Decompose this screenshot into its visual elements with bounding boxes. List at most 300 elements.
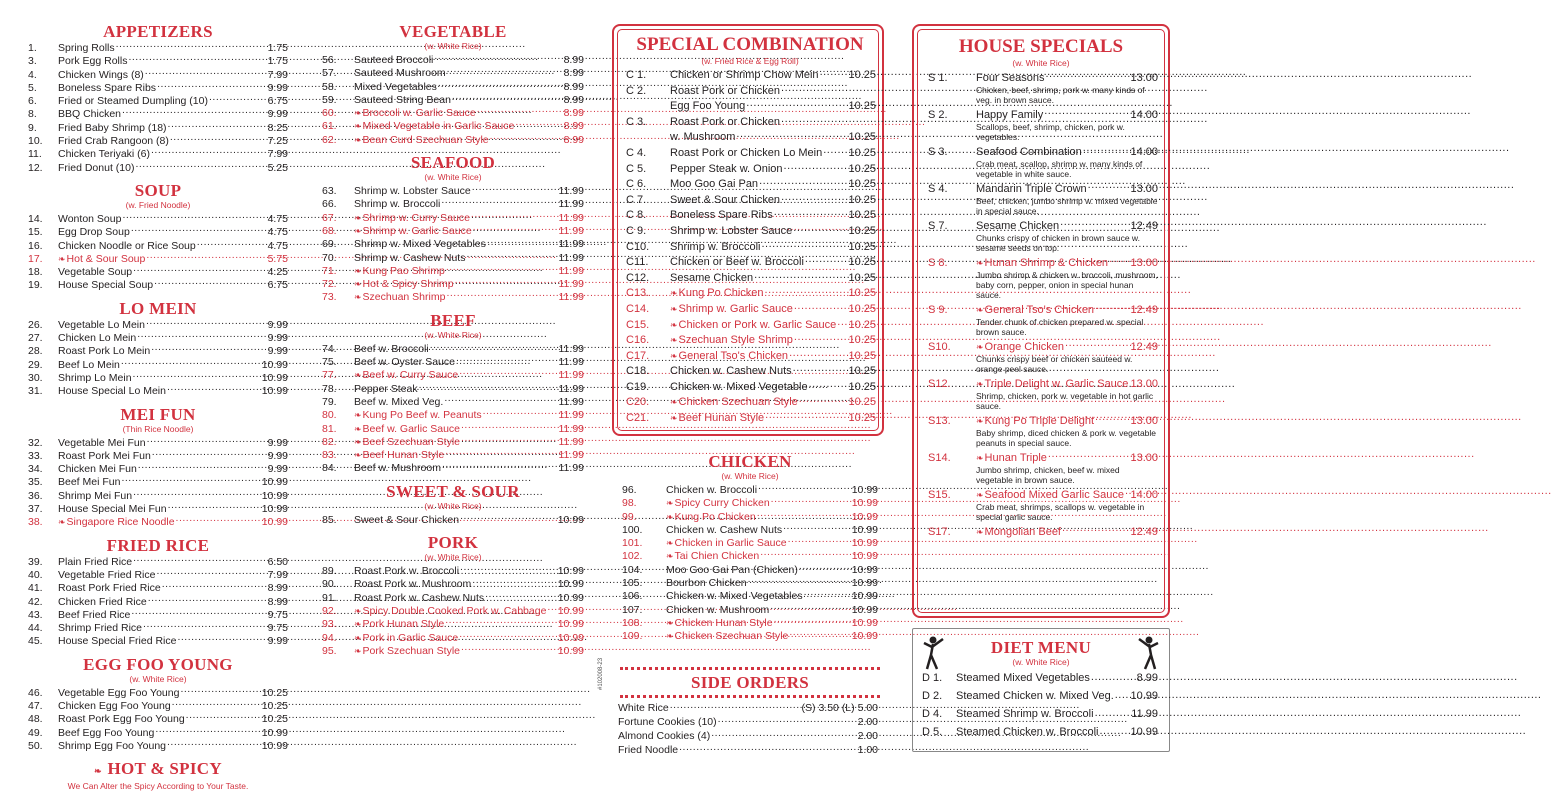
item-name [666, 524, 782, 536]
item-price: 10.25 [262, 700, 288, 712]
item-price: 9.75 [268, 609, 288, 621]
pepper-icon: ❧ [670, 413, 678, 423]
item-number: 57. [322, 67, 354, 79]
leader-dots [446, 290, 557, 300]
leader-dots [128, 54, 266, 64]
leader-dots [1099, 725, 1129, 735]
item-name [354, 278, 454, 290]
leader-dots [121, 358, 261, 368]
item-price: 10.25 [262, 687, 288, 699]
leader-dots [461, 644, 557, 654]
item-name-text: Happy Family [976, 109, 1043, 121]
item-list [616, 701, 884, 757]
item-name [354, 134, 489, 146]
item-list [28, 686, 288, 752]
item-list [322, 342, 584, 475]
section-subtitle: (w. White Rice) [322, 41, 584, 51]
item-price: 6.50 [268, 556, 288, 568]
leader-dots [177, 634, 266, 644]
menu-item [928, 414, 1158, 428]
leader-dots [1044, 108, 1129, 118]
item-name [354, 356, 455, 368]
item-price: 10.99 [852, 550, 878, 562]
item-description: Beef, chicken, jumbo shrimp w. mixed vegetable in special sauce. [928, 196, 1158, 216]
item-name [354, 212, 470, 224]
item-price: 11.99 [559, 383, 585, 395]
item-price: 10.25 [848, 255, 876, 271]
item-number: 107. [622, 604, 666, 616]
section-title: VEGETABLE [322, 22, 584, 41]
item-name [670, 349, 788, 365]
leader-dots [151, 147, 267, 157]
item-name [58, 490, 132, 502]
leader-dots [1048, 451, 1130, 461]
item-number: 3. [28, 55, 58, 67]
chicken-section [616, 452, 884, 643]
item-name-text: Spring Rolls [58, 42, 115, 54]
item-name [354, 449, 444, 461]
hot-spicy-title: HOT & SPICY [107, 759, 221, 778]
soup-section [28, 181, 288, 292]
item-name-text: Pepper Steak w. Onion [670, 163, 783, 175]
section-title [28, 759, 288, 781]
item-name [354, 225, 472, 237]
item-name [354, 396, 443, 408]
item-number: 50. [28, 740, 58, 752]
item-description: Jumbo shrimp & chicken w. broccoli, mushroom, baby corn, pepper, onion in special hunan sauce. [928, 270, 1158, 300]
item-price: 10.99 [558, 592, 584, 604]
item-price: 8.99 [564, 54, 584, 66]
item-number: 95. [322, 645, 354, 657]
leader-spacer [781, 84, 875, 94]
leader-dots [770, 603, 850, 613]
menu-item [928, 451, 1158, 465]
item-name-text: Moo Goo Gai Pan (Chicken) [666, 564, 798, 576]
leader-dots [472, 577, 556, 587]
item-price: 10.99 [262, 372, 288, 384]
item-price: 11.99 [559, 212, 585, 224]
leader-dots [116, 41, 267, 51]
item-price: 10.25 [848, 193, 876, 209]
item-number: C 7. [626, 193, 670, 209]
leader-spacer [781, 115, 875, 125]
item-name-text: Pork Hunan Style [363, 618, 445, 630]
item-number: S 8. [928, 257, 976, 270]
item-number: C 5. [626, 162, 670, 178]
item-name-text: Egg Drop Soup [58, 226, 130, 238]
item-name [618, 701, 669, 715]
item-name-text: General Tso's Chicken [985, 304, 1095, 316]
leader-dots [154, 278, 266, 288]
item-name-text: Steamed Chicken w. Broccoli [956, 726, 1098, 738]
item-name [58, 609, 130, 621]
item-price: 10.25 [848, 349, 876, 365]
item-name-text: Seafood Mixed Garlic Sauce [985, 489, 1124, 501]
item-name-text: Boneless Spare Ribs [670, 209, 773, 221]
leader-dots [180, 686, 260, 696]
leader-dots [771, 496, 851, 506]
leader-dots [168, 502, 261, 512]
menu-item [928, 71, 1158, 85]
item-name-text: Beef Szechuan Style [363, 436, 460, 448]
hot-spicy-note: We Can Alter the Spicy According to Your Taste. [28, 781, 288, 791]
item-price: 7.25 [268, 135, 288, 147]
item-name [354, 423, 460, 435]
leader-dots [441, 197, 557, 207]
leader-dots [168, 121, 267, 131]
item-name-text: Beef Hunan Style [679, 412, 765, 424]
section-title: SOUP [28, 181, 288, 200]
leader-dots [455, 277, 558, 287]
leader-dots [793, 364, 848, 374]
leader-dots [133, 265, 266, 275]
item-name [58, 372, 132, 384]
section-subtitle: (Thin Rice Noodle) [28, 424, 288, 434]
leader-dots [137, 331, 266, 341]
item-name-text: Chicken Teriyaki (6) [58, 148, 150, 160]
leader-dots [434, 53, 562, 63]
item-name-text: Sweet & Sour Chicken [670, 194, 780, 206]
leader-dots [167, 739, 261, 749]
leader-dots [460, 513, 557, 523]
item-name-text: Shrimp w. Lobster Sauce [354, 185, 471, 197]
item-price: 11.99 [559, 265, 585, 277]
leader-dots [461, 435, 557, 445]
item-name [58, 122, 167, 134]
item-name [976, 257, 1108, 270]
item-name [666, 604, 769, 616]
item-price: 10.25 [848, 224, 876, 240]
item-price: 10.25 [848, 240, 876, 256]
item-price: 8.99 [268, 596, 288, 608]
item-name-text: Roast Pork Fried Rice [58, 582, 161, 594]
item-name-text: Shrimp w. Mixed Vegetables [354, 238, 486, 250]
item-price: 4.25 [268, 266, 288, 278]
item-name [58, 622, 142, 634]
item-name [354, 291, 445, 303]
section-title: SWEET & SOUR [322, 482, 584, 501]
item-name-text: Beef w. Broccoli [354, 343, 429, 355]
leader-dots [209, 94, 267, 104]
item-number: 62. [322, 134, 354, 146]
item-name-text: Shrimp Mei Fun [58, 490, 132, 502]
section-title: APPETIZERS [28, 22, 288, 41]
item-price: 9.99 [268, 437, 288, 449]
item-number: S12. [928, 378, 976, 391]
item-price: 9.99 [268, 108, 288, 120]
item-name [976, 72, 1044, 85]
item-price: 10.25 [848, 68, 876, 84]
item-name-text: Roast Pork or Chicken [670, 116, 780, 128]
item-name-text: Sesame Chicken [670, 272, 753, 284]
pork-section [322, 533, 584, 657]
item-price: 6.75 [268, 95, 288, 107]
pepper-icon: ❧ [670, 397, 678, 407]
section-title: DIET MENU [912, 638, 1170, 657]
item-name-text: Pork Egg Rolls [58, 55, 127, 67]
item-price: 8.99 [564, 134, 584, 146]
pepper-icon: ❧ [670, 304, 678, 314]
item-description: Jumbo shrimp, chicken, beef w. mixed vegetable in brown sauce. [928, 465, 1158, 485]
menu-item [928, 525, 1158, 539]
item-name-text: Almond Cookies (4) [618, 730, 710, 742]
item-description: Baby shrimp, diced chicken & pork w. vegetable peanuts in special sauce. [928, 428, 1158, 448]
item-number: S 9. [928, 304, 976, 317]
item-name [666, 484, 757, 496]
pepper-icon: ❧ [354, 410, 362, 420]
item-name-text: Spicy Curry Chicken [675, 497, 770, 509]
item-name [670, 271, 753, 287]
item-number: 109. [622, 630, 666, 642]
item-name-text: Chicken w. Mixed Vegetable [670, 381, 808, 393]
leader-dots [490, 133, 563, 143]
leader-dots [1095, 707, 1131, 717]
item-name-text: Fried Baby Shrimp (18) [58, 122, 167, 134]
item-description: Chicken, beef, shrimp, pork w. many kinds of veg. in brown sauce. [928, 85, 1158, 105]
item-name [58, 687, 179, 699]
seafood-section [322, 153, 584, 304]
item-number: 101. [622, 537, 666, 549]
item-name-text: Szechuan Shrimp [363, 291, 446, 303]
item-name [976, 415, 1094, 428]
leader-dots [805, 255, 848, 265]
item-name [956, 669, 1090, 687]
item-number: 10. [28, 135, 58, 147]
item-price: 5.75 [268, 253, 288, 265]
item-price: 10.25 [848, 177, 876, 193]
item-number: C 2. [626, 84, 670, 100]
item-name [666, 577, 747, 589]
leader-dots [760, 549, 851, 559]
item-number: 32. [28, 437, 58, 449]
section-subtitle: (w. Fried Rice & Egg Roll) [616, 56, 884, 66]
item-price: 9.99 [268, 635, 288, 647]
item-name-text: Pork in Garlic Sauce [363, 632, 459, 644]
leader-dots [1125, 488, 1130, 498]
item-number: 59. [322, 94, 354, 106]
leader-dots [442, 461, 558, 471]
menu-item [922, 723, 1158, 741]
pepper-icon: ❧ [666, 551, 674, 561]
item-number: C 9. [626, 224, 670, 240]
item-name [618, 743, 678, 757]
menu-item [928, 256, 1158, 270]
leader-dots [157, 81, 267, 91]
menu-item [928, 145, 1158, 159]
item-name [354, 645, 460, 657]
menu-item [922, 669, 1158, 687]
leader-dots [145, 68, 267, 78]
item-number: 58. [322, 81, 354, 93]
item-number: 5. [28, 82, 58, 94]
item-name [58, 569, 155, 581]
item-name [354, 436, 460, 448]
item-list [912, 71, 1170, 539]
item-number: 105. [622, 577, 666, 589]
item-name-text: Sauteed Broccoli [354, 54, 433, 66]
item-description: Shrimp, chicken, pork w. vegetable in hot garlic sauce. [928, 391, 1158, 411]
item-price: 14.00 [1130, 489, 1158, 502]
vegetable-section [322, 22, 584, 146]
pepper-icon: ❧ [354, 633, 362, 643]
leader-dots [799, 395, 848, 405]
pepper-icon: ❧ [354, 292, 362, 302]
leader-dots [1091, 671, 1136, 681]
item-name-text: Shrimp Lo Mein [58, 372, 132, 384]
item-number: 43. [28, 609, 58, 621]
item-name [354, 565, 459, 577]
item-price: 8.99 [1137, 669, 1158, 687]
print-code: #102008-23 [598, 658, 604, 690]
item-name [354, 265, 445, 277]
item-price: 10.99 [852, 537, 878, 549]
item-name-text: Chicken Mei Fun [58, 463, 137, 475]
item-number: 104. [622, 564, 666, 576]
item-name [956, 705, 1094, 723]
pepper-icon: ❧ [670, 335, 678, 345]
item-number: C11. [626, 255, 670, 271]
item-number: 80. [322, 409, 354, 421]
item-price: 11.99 [559, 278, 585, 290]
item-list [28, 436, 288, 529]
leader-dots [746, 99, 847, 109]
item-name-text: House Special Lo Mein [58, 385, 166, 397]
item-name [666, 511, 756, 523]
item-name-text: Beef Lo Mein [58, 359, 120, 371]
pepper-icon: ❧ [58, 254, 66, 264]
section-title: SPECIAL COMBINATION [616, 34, 884, 56]
item-list [616, 68, 884, 427]
menu-item [928, 219, 1158, 233]
pepper-icon: ❧ [354, 108, 362, 118]
item-number: 35. [28, 476, 58, 488]
item-number: D 1. [922, 669, 956, 687]
mei-fun-section [28, 405, 288, 529]
pepper-icon: ❧ [354, 213, 362, 223]
pepper-icon: ❧ [354, 424, 362, 434]
item-name [58, 82, 156, 94]
item-name-text: Shrimp w. Cashew Nuts [354, 252, 465, 264]
section-subtitle: (w. White Rice) [616, 471, 884, 481]
item-name-text: Roast Pork Egg Foo Young [58, 713, 185, 725]
item-name-text: Boneless Spare Ribs [58, 82, 156, 94]
pepper-icon: ❧ [670, 288, 678, 298]
item-price: 9.99 [268, 319, 288, 331]
item-number: 77. [322, 369, 354, 381]
item-name [666, 550, 759, 562]
item-number: 36. [28, 490, 58, 502]
item-number: C 8. [626, 208, 670, 224]
item-number: C 1. [626, 68, 670, 84]
dotted-separator [620, 667, 880, 670]
item-name [354, 578, 471, 590]
hot-spicy-section [28, 759, 288, 791]
item-price: 11.99 [559, 225, 585, 237]
item-number: 94. [322, 632, 354, 644]
item-price: 9.99 [268, 332, 288, 344]
leader-dots [445, 617, 556, 627]
item-name [58, 385, 166, 397]
leader-dots [131, 225, 267, 235]
section-subtitle: (w. White Rice) [28, 674, 288, 684]
item-name [956, 723, 1098, 741]
leader-dots [148, 595, 267, 605]
item-name-text: Seafood Combination [976, 146, 1082, 158]
section-subtitle: (w. White Rice) [322, 501, 584, 511]
item-price: 7.99 [268, 148, 288, 160]
item-name-text: Chicken or Pork w. Garlic Sauce [679, 319, 837, 331]
beef-section [322, 311, 584, 475]
menu-item [622, 629, 878, 642]
column-1 [28, 22, 288, 798]
item-number: 4. [28, 69, 58, 81]
item-number: 34. [28, 463, 58, 475]
item-price: 10.25 [848, 271, 876, 287]
item-number: S15. [928, 489, 976, 502]
item-name-text: Kung Po Chicken [675, 511, 756, 523]
item-number: 40. [28, 569, 58, 581]
item-number: 6. [28, 95, 58, 107]
leader-dots [438, 80, 563, 90]
item-number: 30. [28, 372, 58, 384]
item-list [28, 555, 288, 648]
item-price: 11.99 [559, 252, 585, 264]
item-description: Tender chunk of chicken prepared w. special brown sauce. [928, 317, 1158, 337]
leader-dots [748, 576, 851, 586]
leader-dots [487, 237, 558, 247]
item-name [976, 341, 1064, 354]
item-description: Crab meat, shrimps, scallops w. vegetable in special garlic sauce. [928, 502, 1158, 522]
item-name [58, 69, 144, 81]
item-name [976, 489, 1124, 502]
item-number: 17. [28, 253, 58, 265]
leader-dots [483, 408, 558, 418]
item-name-text: Beef w. Oyster Sauce [354, 356, 455, 368]
item-price: 10.25 [848, 130, 876, 146]
item-price: 10.25 [848, 286, 876, 302]
item-name-text: Bourbon Chicken [666, 577, 747, 589]
item-price: 10.99 [262, 516, 288, 528]
item-name-text: Moo Goo Gai Pan [670, 178, 758, 190]
leader-dots [473, 224, 558, 234]
leader-dots [155, 726, 260, 736]
item-name-text: Chicken w. Broccoli [666, 484, 757, 496]
item-name [58, 582, 161, 594]
menu-item [322, 290, 584, 303]
menu-item [322, 591, 584, 604]
pepper-icon: ❧ [354, 370, 362, 380]
item-price: 4.75 [268, 213, 288, 225]
item-name-text: Steamed Mixed Vegetables [956, 672, 1090, 684]
pepper-icon: ❧ [94, 766, 102, 776]
item-name-text: Fried Crab Rangoon (8) [58, 135, 169, 147]
item-name-text: Roast Pork Mei Fun [58, 450, 151, 462]
leader-dots [1062, 525, 1129, 535]
item-list [912, 669, 1170, 741]
leader-dots [444, 395, 557, 405]
item-price: 10.99 [852, 524, 878, 536]
item-name-continued: w. Mushroom [670, 130, 735, 146]
item-number: C 6. [626, 177, 670, 193]
leader-dots [789, 349, 847, 359]
pepper-icon: ❧ [666, 631, 674, 641]
item-name [670, 302, 793, 318]
leader-dots [1095, 303, 1129, 313]
diet-menu-section [912, 638, 1170, 741]
side-orders-section [616, 664, 884, 757]
item-price: 11.99 [559, 436, 585, 448]
item-name-text: Beef w. Mushroom [354, 462, 441, 474]
